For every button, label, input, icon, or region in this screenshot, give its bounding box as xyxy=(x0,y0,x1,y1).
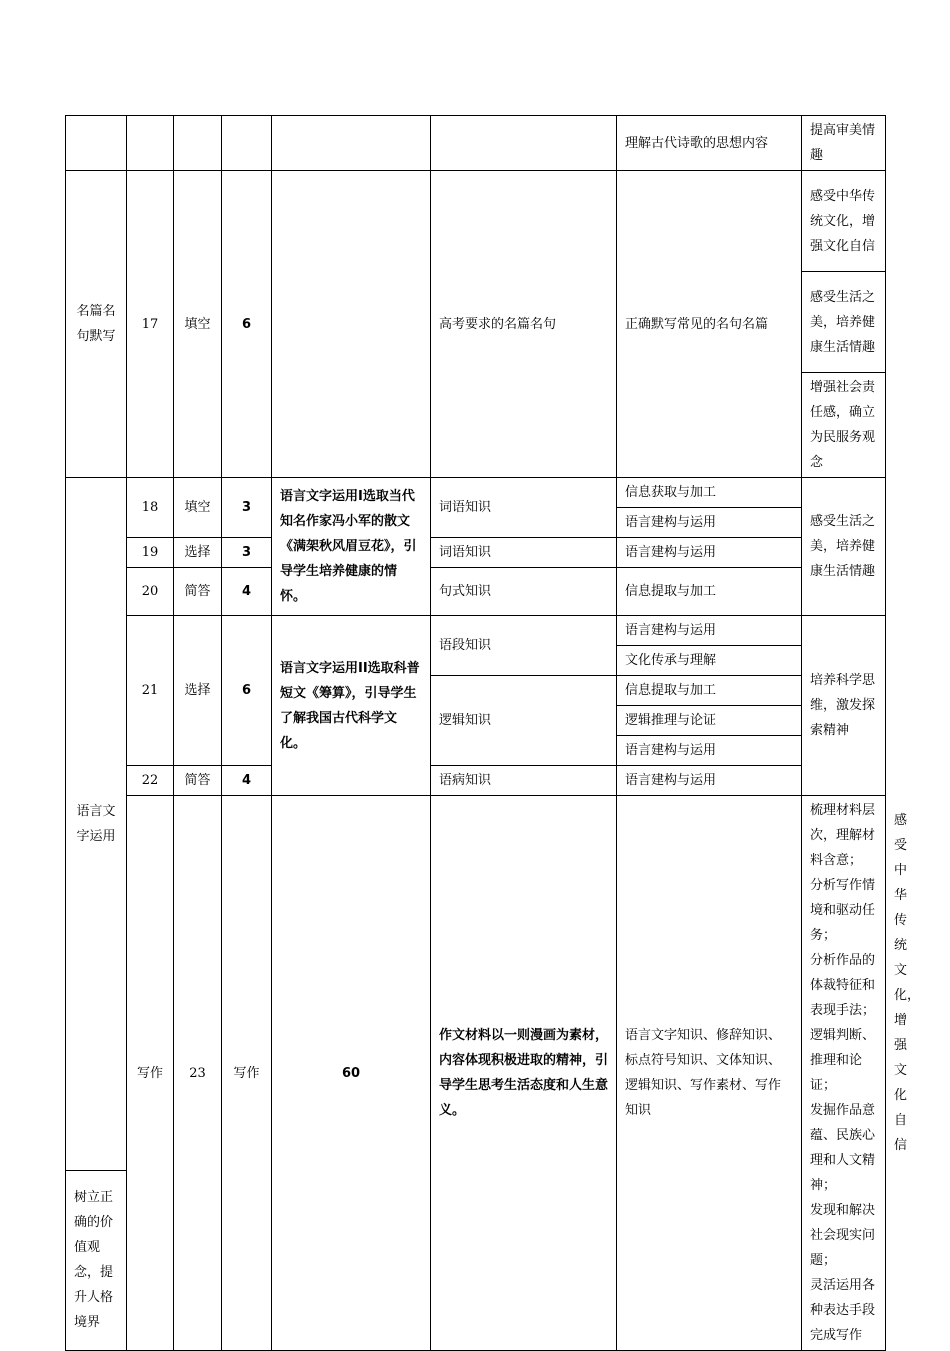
type-cell: 简答 xyxy=(174,766,222,796)
score-cell xyxy=(222,116,272,171)
no-cell: 19 xyxy=(127,538,174,568)
no-cell: 21 xyxy=(127,616,174,766)
ability-cell: 语言建构与运用 xyxy=(617,538,802,568)
type-cell: 写作 xyxy=(222,796,272,1351)
table-row xyxy=(66,616,886,646)
no-cell xyxy=(127,116,174,171)
ability-cell: 理解古代诗歌的思想内容 xyxy=(617,116,802,171)
ability-cell: 正确默写常见的名句名篇 xyxy=(617,171,802,478)
no-cell: 20 xyxy=(127,568,174,616)
type-cell: 简答 xyxy=(174,568,222,616)
section-cell: 名篇名句默写 xyxy=(66,171,127,478)
section-cell: 写作 xyxy=(127,796,174,1351)
ability-cell: 语言建构与运用 xyxy=(617,508,802,538)
value-cell: 感受中华传统文化，增强文化自信 xyxy=(802,171,886,272)
score-cell: 6 xyxy=(222,171,272,478)
value-cell: 培养科学思维，激发探索精神 xyxy=(802,616,886,796)
ability-cell: 信息提取与加工 xyxy=(617,676,802,706)
ability-cell: 信息提取与加工 xyxy=(617,568,802,616)
value-cell: 感受生活之美，培养健康生活情趣 xyxy=(802,272,886,373)
material-cell: 作文材料以一则漫画为素材，内容体现积极进取的精神，引导学生思考生活态度和人生意义。 xyxy=(431,796,617,1351)
score-cell: 4 xyxy=(222,568,272,616)
table-row xyxy=(66,116,886,171)
type-cell xyxy=(174,116,222,171)
no-cell: 23 xyxy=(174,796,222,1351)
table-row xyxy=(66,478,886,508)
knowledge-cell: 逻辑知识 xyxy=(431,676,617,766)
knowledge-cell: 语言文字知识、修辞知识、标点符号知识、文体知识、逻辑知识、写作素材、写作知识 xyxy=(617,796,802,1351)
knowledge-cell: 词语知识 xyxy=(431,478,617,538)
ability-cell: 逻辑推理与论证 xyxy=(617,706,802,736)
table-row xyxy=(66,538,886,568)
ability-cell: 文化传承与理解 xyxy=(617,646,802,676)
no-cell: 18 xyxy=(127,478,174,538)
ability-cell xyxy=(802,796,886,1351)
ability-line: 分析写作情境和驱动任务； xyxy=(810,878,876,943)
section-cell: 语言文字运用 xyxy=(66,478,127,1171)
ability-line: 发掘作品意蕴、民族心理和人文精神； xyxy=(810,1103,876,1193)
table-row xyxy=(66,766,886,796)
score-cell: 60 xyxy=(272,796,431,1351)
exam-spec-table xyxy=(65,115,921,1351)
type-cell: 选择 xyxy=(174,538,222,568)
no-cell: 17 xyxy=(127,171,174,478)
ability-line: 梳理材料层次，理解材料含意； xyxy=(810,803,876,868)
knowledge-cell: 语段知识 xyxy=(431,616,617,676)
knowledge-cell: 语病知识 xyxy=(431,766,617,796)
ability-cell: 语言建构与运用 xyxy=(617,616,802,646)
score-cell: 3 xyxy=(222,478,272,538)
ability-cell: 信息获取与加工 xyxy=(617,478,802,508)
ability-line: 发现和解决社会现实问题； xyxy=(810,1203,876,1268)
section-cell xyxy=(66,116,127,171)
value-cell: 提高审美情趣 xyxy=(802,116,886,171)
type-cell: 填空 xyxy=(174,171,222,478)
type-cell: 填空 xyxy=(174,478,222,538)
no-cell: 22 xyxy=(127,766,174,796)
score-cell: 3 xyxy=(222,538,272,568)
ability-line: 分析作品的体裁特征和表现手法； xyxy=(810,953,876,1018)
score-cell: 6 xyxy=(222,616,272,766)
ability-line: 逻辑判断、推理和论证； xyxy=(810,1028,876,1093)
material-cell: 语言文字运用I选取当代知名作家冯小军的散文《满架秋风眉豆花》，引导学生培养健康的情怀。 xyxy=(272,478,431,616)
ability-cell: 语言建构与运用 xyxy=(617,736,802,766)
value-cell: 感受生活之美，培养健康生活情趣 xyxy=(802,478,886,616)
knowledge-cell: 高考要求的名篇名句 xyxy=(431,171,617,478)
table-row xyxy=(66,171,886,272)
material-cell: 语言文字运用II选取科普短文《筹算》，引导学生了解我国古代科学文化。 xyxy=(272,616,431,796)
knowledge-cell: 句式知识 xyxy=(431,568,617,616)
value-cell: 树立正确的价值观念，提升人格境界 xyxy=(66,1170,127,1350)
value-cell: 增强社会责任感，确立为民服务观念 xyxy=(802,373,886,478)
table-row xyxy=(66,568,886,616)
ability-cell: 语言建构与运用 xyxy=(617,766,802,796)
score-cell: 4 xyxy=(222,766,272,796)
material-cell xyxy=(272,171,431,478)
knowledge-cell: 词语知识 xyxy=(431,538,617,568)
type-cell: 选择 xyxy=(174,616,222,766)
table-row: 写作 23 写作 60 作文材料以一则漫画为素材，内容体现积极进取的精神，引导学生思考生活态度和人生意义。 语言文字知识、修辞知识、标点符号知识、文体知识、逻辑知识、写作素材、写作知识 梳理材料层次，理解材料含意； 分析写作情境和驱动任务； 分析作品的体裁特征和表现手法； 逻辑判断、推理和论证； 发掘作品意蕴、民族心理和人文精神； 发现和解决社会现实问题； 灵活运用各种表达手段完成写作 感受中华传统文化，增强文化自信 xyxy=(66,796,886,1171)
ability-line: 灵活运用各种表达手段完成写作 xyxy=(810,1278,876,1343)
knowledge-cell xyxy=(431,116,617,171)
material-cell xyxy=(272,116,431,171)
